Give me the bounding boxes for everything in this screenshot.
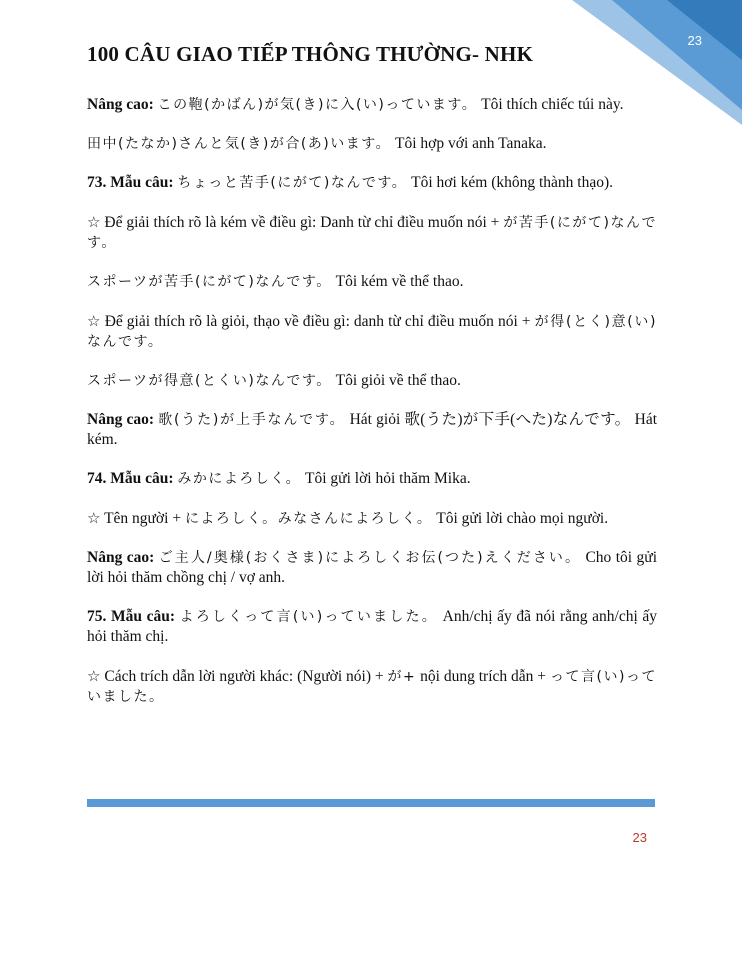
japanese-text: スポーツが苦手(にがて)なんです。 — [87, 274, 332, 290]
star-icon: ☆ — [87, 213, 101, 231]
japanese-text: が得(とく)意(い)なんです。 — [87, 314, 658, 350]
vietnamese-text: Tôi hợp với anh Tanaka. — [395, 135, 547, 152]
vietnamese-text: Hát giỏi 歌(うた)が下手(へた)なんです。 Hát kém. — [87, 411, 658, 448]
paragraph — [87, 173, 657, 193]
vietnamese-text: nội dung trích dẫn + — [420, 668, 547, 685]
star-icon: ☆ — [87, 312, 101, 330]
paragraph — [87, 95, 657, 115]
paragraph — [87, 272, 657, 292]
document-body — [87, 95, 657, 726]
star-icon: ☆ — [87, 667, 101, 685]
section-label: Nâng cao: — [87, 411, 155, 428]
paragraph — [87, 548, 657, 588]
section-label: 74. Mẫu câu: — [87, 470, 174, 487]
japanese-text: この鞄(かばん)が気(き)に入(い)っています。 — [157, 97, 478, 113]
section-label: 73. Mẫu câu: — [87, 174, 174, 191]
vietnamese-text: Tôi kém về thể thao. — [335, 273, 464, 290]
vietnamese-text: Để giải thích rõ là giỏi, thạo về điều gì: danh từ chỉ điều muốn nói + — [104, 313, 531, 330]
japanese-text: によろしく。みなさんによろしく。 — [184, 511, 433, 527]
japanese-text: 歌(うた)が上手なんです。 — [158, 412, 346, 428]
japanese-text: スポーツが得意(とくい)なんです。 — [87, 373, 332, 389]
vietnamese-text: Tôi gửi lời hỏi thăm Mika. — [305, 470, 471, 487]
japanese-text: よろしくって言(い)っていました。 — [179, 609, 439, 625]
star-icon: ☆ — [87, 509, 101, 527]
vietnamese-text: Để giải thích rõ là kém về điều gì: Danh từ chỉ điều muốn nói + — [104, 214, 500, 231]
section-label: 75. Mẫu câu: — [87, 608, 175, 625]
vietnamese-text: Cách trích dẫn lời người khác: (Người nói) + — [104, 668, 384, 685]
japanese-text: みかによろしく。 — [177, 471, 302, 487]
japanese-text: が+ — [387, 669, 417, 685]
vietnamese-text: Tôi gửi lời chào mọi người. — [436, 510, 609, 527]
section-label: Nâng cao: — [87, 96, 154, 113]
paragraph — [87, 371, 657, 391]
paragraph — [87, 469, 657, 489]
paragraph — [87, 508, 657, 529]
paragraph — [87, 212, 657, 253]
paragraph — [87, 666, 657, 707]
page-title: 100 CÂU GIAO TIẾP THÔNG THƯỜNG- NHK — [87, 42, 534, 66]
corner-page-number: 23 — [687, 33, 702, 48]
japanese-text: ご主人/奥様(おくさま)によろしくお伝(つた)えください。 — [158, 550, 582, 566]
vietnamese-text: Tôi giỏi về thể thao. — [335, 372, 461, 389]
paragraph — [87, 410, 657, 450]
japanese-text: ちょっと苦手(にがて)なんです。 — [177, 175, 408, 191]
vietnamese-text: Tôi thích chiếc túi này. — [481, 96, 624, 113]
paragraph — [87, 311, 657, 352]
footer-divider — [87, 799, 655, 807]
paragraph — [87, 134, 657, 154]
japanese-text: が苦手(にがて)なんです。 — [87, 215, 658, 251]
section-label: Nâng cao: — [87, 549, 155, 566]
japanese-text: 田中(たなか)さんと気(き)が合(あ)います。 — [87, 136, 392, 152]
vietnamese-text: Cho tôi gửi lời hỏi thăm chồng chị / vợ anh. — [87, 549, 657, 586]
vietnamese-text: Anh/chị ấy đã nói rằng anh/chị ấy hỏi thăm chị. — [87, 608, 658, 645]
paragraph — [87, 607, 657, 647]
footer-page-number: 23 — [632, 830, 647, 845]
vietnamese-text: Tên người + — [104, 510, 182, 527]
vietnamese-text: Tôi hơi kém (không thành thạo). — [411, 174, 614, 191]
japanese-text: って言(い)っていました。 — [87, 669, 657, 705]
